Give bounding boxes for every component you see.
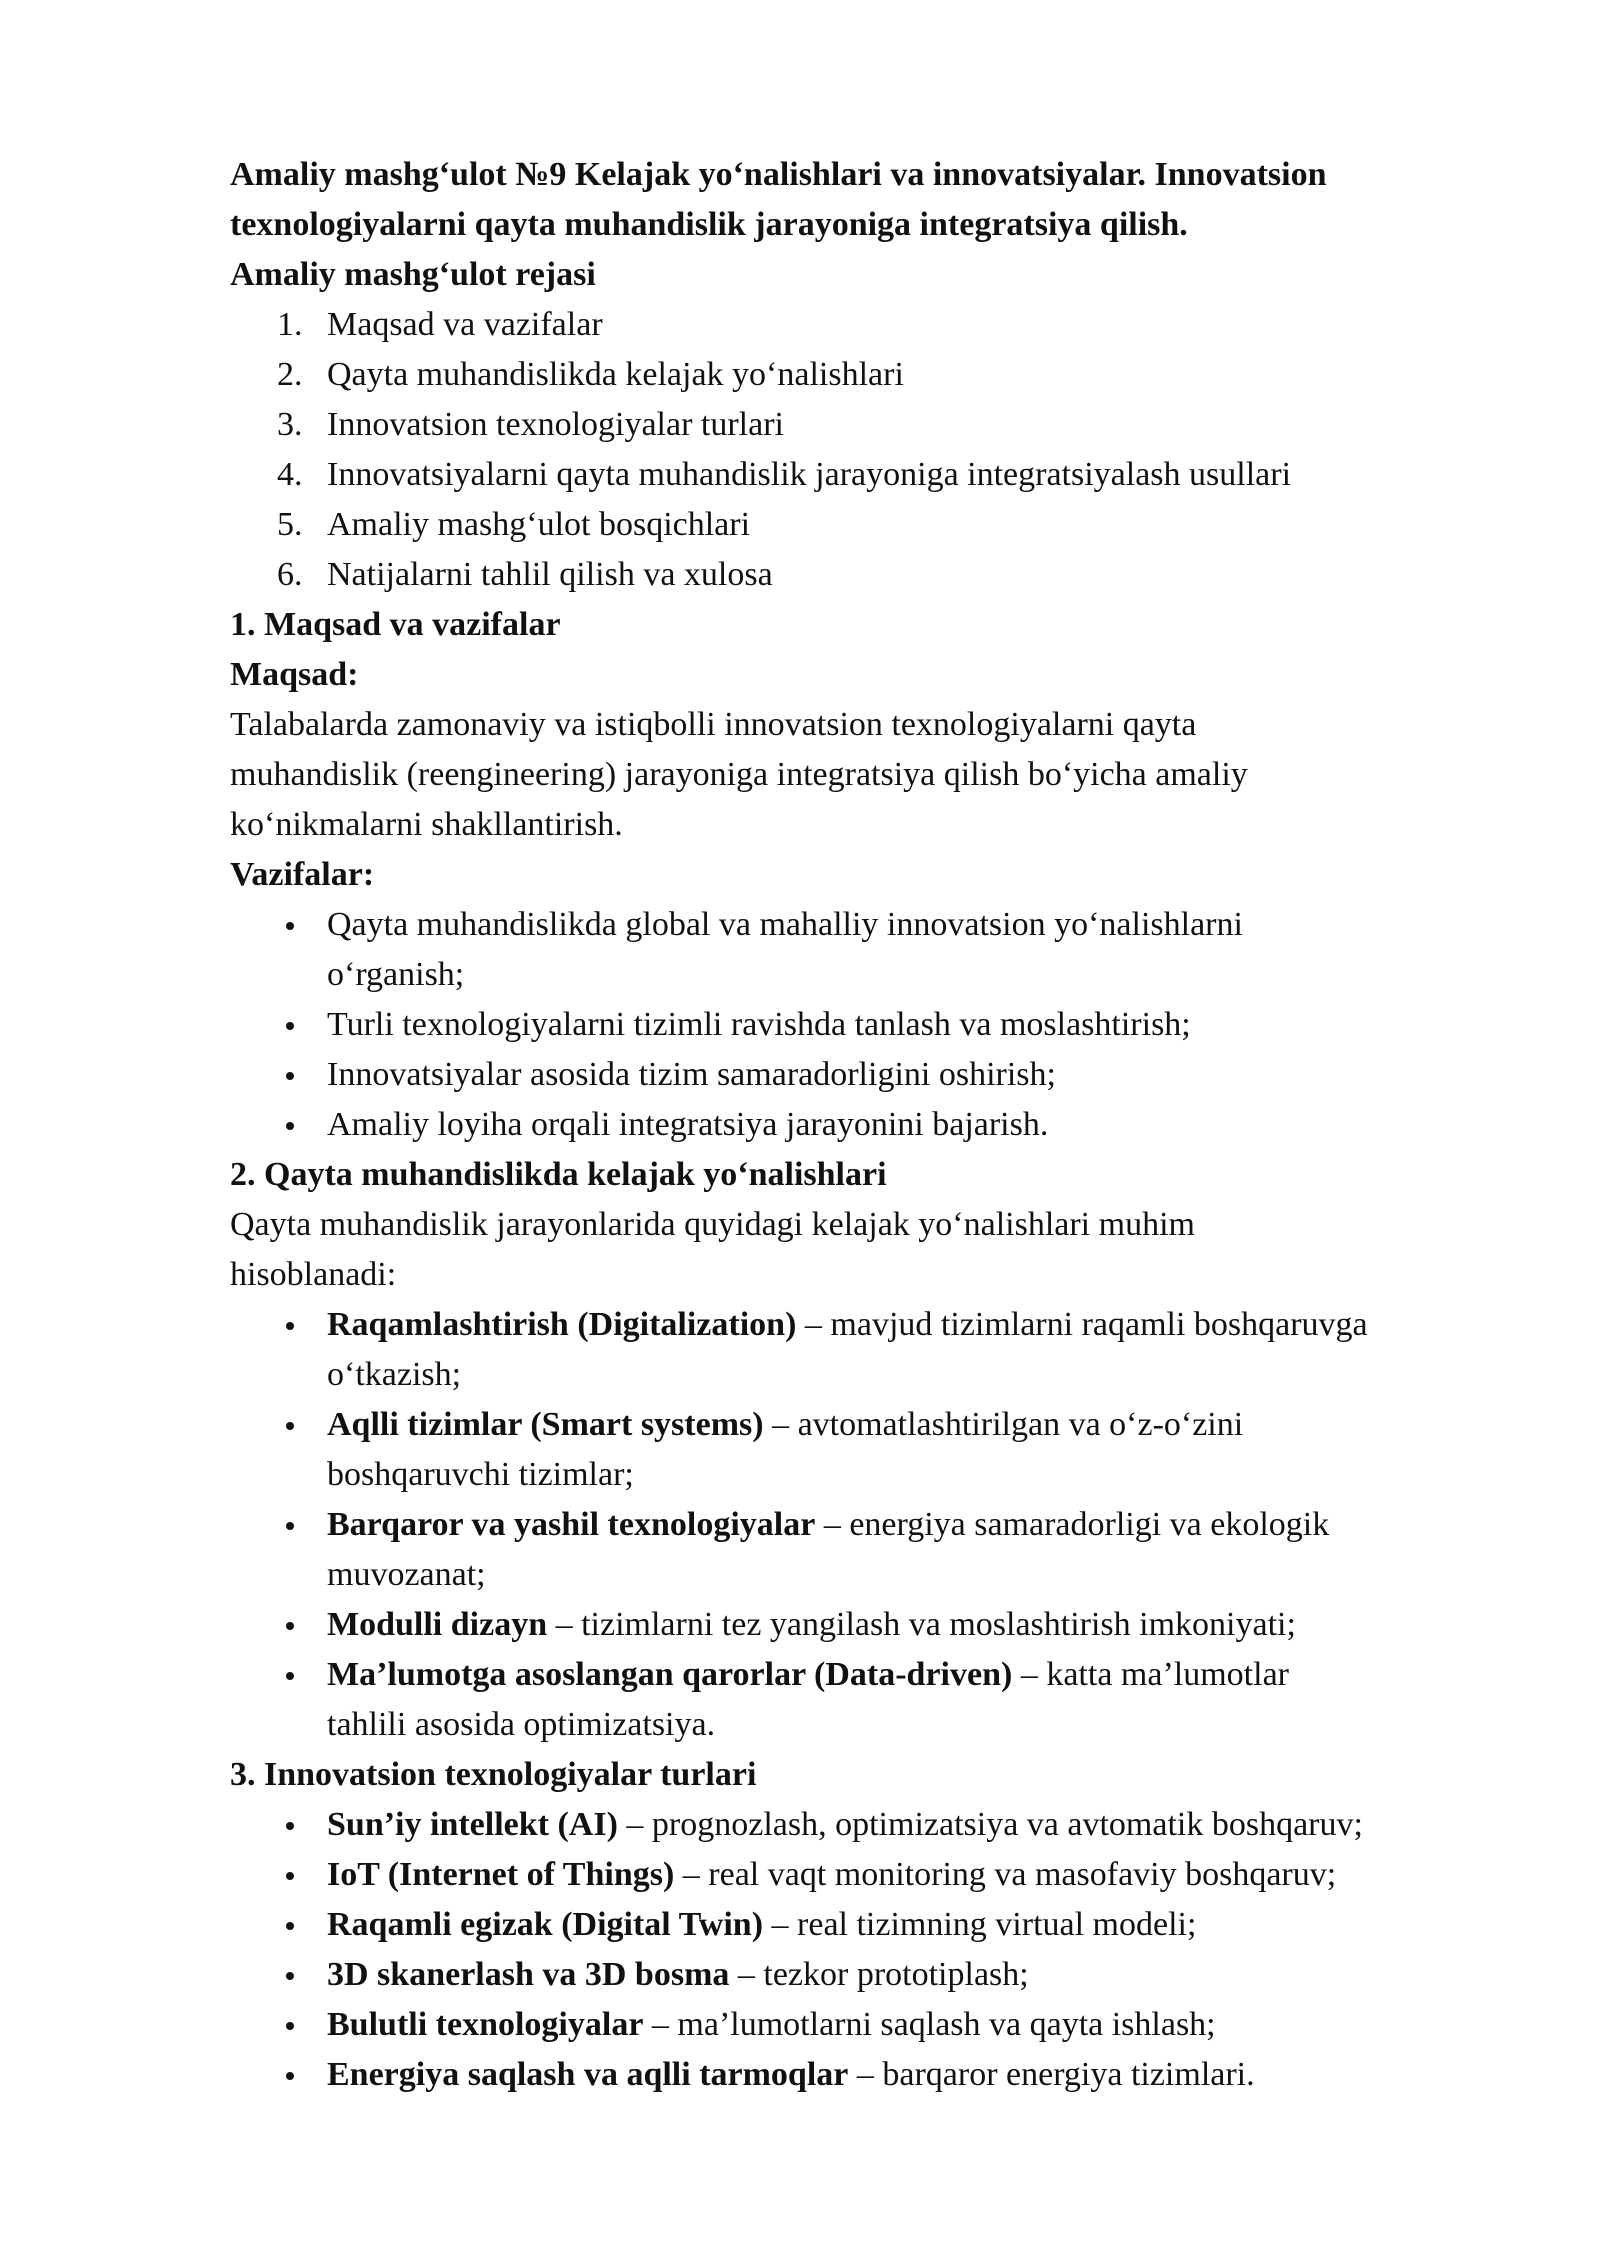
section-heading: 2. Qayta muhandislikda kelajak yo‘nalishlari [230, 1156, 887, 1193]
bullet-icon [286, 922, 294, 930]
technology-description: – real tizimning virtual modeli; [763, 1906, 1197, 1943]
bullet-icon [286, 1022, 294, 1030]
section-heading: 3. Innovatsion texnologiyalar turlari [230, 1756, 757, 1793]
direction-item [230, 1300, 1490, 1400]
plan-heading: Amaliy mashg‘ulot rejasi [230, 256, 596, 293]
goal-paragraph [230, 700, 1490, 850]
technology-item [230, 2000, 1490, 2050]
direction-item [230, 1600, 1490, 1650]
plan-item-text: Amaliy mashg‘ulot bosqichlari [327, 506, 751, 543]
bullet-icon [286, 1422, 294, 1430]
direction-item [230, 1500, 1490, 1600]
bullet-icon [286, 1622, 294, 1630]
direction-description: – katta ma’lumotlar [1012, 1656, 1289, 1693]
task-text: Turli texnologiyalarni tizimli ravishda tanlash va moslashtirish; [327, 1006, 1191, 1043]
technology-item [230, 1950, 1490, 2000]
title-line: texnologiyalarni qayta muhandislik jarayoniga integratsiya qilish. [230, 206, 1188, 243]
task-text: Innovatsiyalar asosida tizim samaradorligini oshirish; [327, 1056, 1056, 1093]
bullet-icon [286, 1122, 294, 1130]
plan-item [230, 500, 1490, 550]
direction-continuation: tahlili asosida optimizatsiya. [327, 1706, 716, 1743]
bullet-icon [286, 2072, 294, 2080]
technology-description: – barqaror energiya tizimlari. [848, 2056, 1255, 2093]
document-title [230, 150, 1490, 250]
direction-description: – avtomatlashtirilgan va o‘z-o‘zini [763, 1406, 1244, 1443]
direction-term: Raqamlashtirish (Digitalization) [327, 1306, 797, 1343]
bullet-icon [286, 1972, 294, 1980]
direction-term: Aqlli tizimlar (Smart systems) [327, 1406, 764, 1443]
bullet-icon [286, 1872, 294, 1880]
task-text: Qayta muhandislikda global va mahalliy innovatsion yo‘nalishlarni [327, 906, 1243, 943]
technology-term: 3D skanerlash va 3D bosma [327, 1956, 730, 1993]
plan-item [230, 350, 1490, 400]
paragraph-line: muhandislik (reengineering) jarayoniga integratsiya qilish bo‘yicha amaliy [230, 756, 1248, 793]
bullet-icon [286, 1822, 294, 1830]
bullet-icon [286, 1522, 294, 1530]
technology-item [230, 1900, 1490, 1950]
plan-item-number: 4. [277, 456, 303, 493]
plan-item-number: 5. [277, 506, 303, 543]
direction-term: Modulli dizayn [327, 1606, 548, 1643]
task-text: o‘rganish; [327, 956, 465, 993]
direction-description: – mavjud tizimlarni raqamli boshqaruvga [796, 1306, 1368, 1343]
bullet-icon [286, 1072, 294, 1080]
technology-description: – ma’lumotlarni saqlash va qayta ishlash; [643, 2006, 1216, 2043]
directions-list [230, 1300, 1490, 1750]
direction-description: – energiya samaradorligi va ekologik [815, 1506, 1330, 1543]
task-item [230, 1050, 1490, 1100]
plan-item-text: Natijalarni tahlil qilish va xulosa [327, 556, 773, 593]
direction-continuation: muvozanat; [327, 1556, 486, 1593]
plan-item-text: Innovatsion texnologiyalar turlari [327, 406, 784, 443]
plan-item-number: 3. [277, 406, 303, 443]
plan-item-number: 6. [277, 556, 303, 593]
document-page [230, 150, 1490, 2100]
paragraph-line: Qayta muhandislik jarayonlarida quyidagi kelajak yo‘nalishlari muhim [230, 1206, 1195, 1243]
technology-term: Energiya saqlash va aqlli tarmoqlar [327, 2056, 849, 2093]
plan-item [230, 400, 1490, 450]
direction-item [230, 1650, 1490, 1750]
plan-list [230, 300, 1490, 600]
bullet-icon [286, 1322, 294, 1330]
plan-item [230, 300, 1490, 350]
goal-label: Maqsad: [230, 656, 359, 693]
bullet-icon [286, 1672, 294, 1680]
task-item [230, 1000, 1490, 1050]
bullet-icon [286, 1922, 294, 1930]
intro-paragraph [230, 1200, 1490, 1300]
plan-item-number: 1. [277, 306, 303, 343]
technologies-list [230, 1800, 1490, 2100]
task-item [230, 1100, 1490, 1150]
technology-item [230, 2050, 1490, 2100]
plan-item-number: 2. [277, 356, 303, 393]
technology-description: – real vaqt monitoring va masofaviy boshqaruv; [674, 1856, 1337, 1893]
technology-term: Sun’iy intellekt (AI) [327, 1806, 618, 1843]
paragraph-line: Talabalarda zamonaviy va istiqbolli innovatsion texnologiyalarni qayta [230, 706, 1197, 743]
task-text: Amaliy loyiha orqali integratsiya jarayonini bajarish. [327, 1106, 1049, 1143]
technology-description: – tezkor prototiplash; [729, 1956, 1029, 1993]
plan-item-text: Innovatsiyalarni qayta muhandislik jarayoniga integratsiyalash usullari [327, 456, 1292, 493]
technology-term: Raqamli egizak (Digital Twin) [327, 1906, 764, 1943]
tasks-label: Vazifalar: [230, 856, 375, 893]
plan-item-text: Maqsad va vazifalar [327, 306, 603, 343]
plan-item-text: Qayta muhandislikda kelajak yo‘nalishlari [327, 356, 904, 393]
plan-item [230, 450, 1490, 500]
bullet-icon [286, 2022, 294, 2030]
paragraph-line: hisoblanadi: [230, 1256, 397, 1293]
technology-item [230, 1800, 1490, 1850]
direction-continuation: boshqaruvchi tizimlar; [327, 1456, 634, 1493]
technology-term: Bulutli texnologiyalar [327, 2006, 644, 2043]
technology-description: – prognozlash, optimizatsiya va avtomatik boshqaruv; [617, 1806, 1363, 1843]
technology-item [230, 1850, 1490, 1900]
plan-item [230, 550, 1490, 600]
tasks-list [230, 900, 1490, 1150]
technology-term: IoT (Internet of Things) [327, 1856, 675, 1893]
paragraph-line: ko‘nikmalarni shakllantirish. [230, 806, 623, 843]
direction-continuation: o‘tkazish; [327, 1356, 462, 1393]
direction-description: – tizimlarni tez yangilash va moslashtirish imkoniyati; [547, 1606, 1296, 1643]
direction-term: Ma’lumotga asoslangan qarorlar (Data-driven) [327, 1656, 1013, 1693]
task-item [230, 900, 1490, 1000]
direction-item [230, 1400, 1490, 1500]
title-line: Amaliy mashg‘ulot №9 Kelajak yo‘nalishlari va innovatsiyalar. Innovatsion [230, 156, 1327, 193]
section-heading: 1. Maqsad va vazifalar [230, 606, 561, 643]
direction-term: Barqaror va yashil texnologiyalar [327, 1506, 816, 1543]
